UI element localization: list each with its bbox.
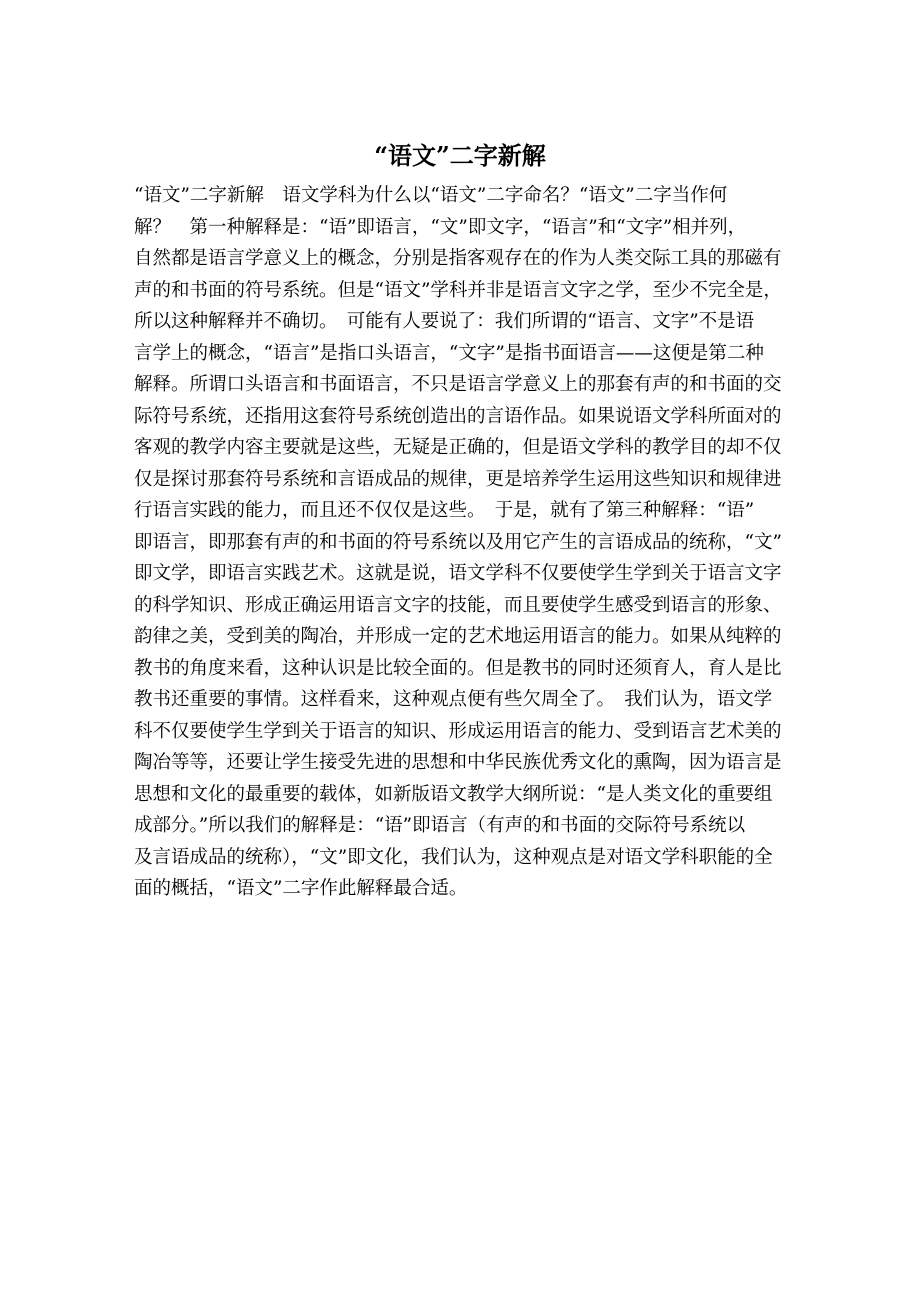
body-line: 解？ 第一种解释是：“语”即语言，“文”即文字，“语言”和“文字”相并列， (134, 216, 747, 238)
body-line: 成部分。”所以我们的解释是：“语”即语言（有声的和书面的交际符号系统以 (134, 815, 746, 836)
body-line: 面的概括，“语文”二字作此解释最合适。 (134, 878, 468, 899)
document-title: “语文”二字新解 (374, 141, 546, 170)
body-line: 解释。所谓口头语言和书面语言，不只是语言学意义上的那套有声的和书面的交 (134, 374, 782, 395)
body-line: 的科学知识、形成正确运用语言文字的技能，而且要使学生感受到语言的形象、 (134, 594, 782, 616)
body-line: 言学上的概念，“语言”是指口头语言，“文字”是指书面语言——这便是第二种 (134, 342, 764, 364)
body-line: 教书的角度来看，这种认识是比较全面的。但是教书的同时还须育人，育人是比 (134, 657, 782, 679)
body-line: 客观的教学内容主要就是这些，无疑是正确的，但是语文学科的教学目的却不仅 (134, 437, 782, 458)
body-line: 及言语成品的统称），“文”即文化，我们认为，这种观点是对语文学科职能的全 (134, 846, 773, 868)
body-line: 所以这种解释并不确切。 可能有人要说了：我们所谓的“语言、文字”不是语 (134, 311, 755, 332)
body-line: 声的和书面的符号系统。但是“语文”学科并非是语言文字之学，至少不完全是， (134, 279, 782, 301)
body-line: 仅是探讨那套符号系统和言语成品的规律，更是培养学生运用这些知识和规律进 (134, 468, 782, 490)
body-line: “语文”二字新解 语文学科为什么以“语文”二字命名？“语文”二字当作何 (134, 185, 728, 206)
body-line: 科不仅要使学生学到关于语言的知识、形成运用语言的能力、受到语言艺术美的 (134, 720, 782, 742)
body-line: 思想和文化的最重要的载体，如新版语文教学大纲所说：“是人类文化的重要组 (134, 783, 773, 805)
body-line: 韵律之美，受到美的陶冶，并形成一定的艺术地运用语言的能力。如果从纯粹的 (134, 626, 782, 647)
body-line: 即文学，即语言实践艺术。这就是说，语文学科不仅要使学生学到关于语言文字 (134, 563, 782, 584)
body-line: 自然都是语言学意义上的概念，分别是指客观存在的作为人类交际工具的那磁有 (134, 248, 782, 269)
body-line: 行语言实践的能力，而且还不仅仅是这些。 于是，就有了第三种解释：“语” (134, 500, 755, 521)
body-line: 即语言，即那套有声的和书面的符号系统以及用它产生的言语成品的统称，“文” (134, 531, 782, 553)
body-line: 教书还重要的事情。这样看来，这种观点便有些欠周全了。 我们认为，语文学 (134, 689, 773, 710)
body-line: 际符号系统，还指用这套符号系统创造出的言语作品。如果说语文学科所面对的 (134, 405, 782, 427)
document-body (134, 180, 794, 905)
body-line: 陶冶等等，还要让学生接受先进的思想和中华民族优秀文化的熏陶，因为语言是 (134, 752, 782, 773)
